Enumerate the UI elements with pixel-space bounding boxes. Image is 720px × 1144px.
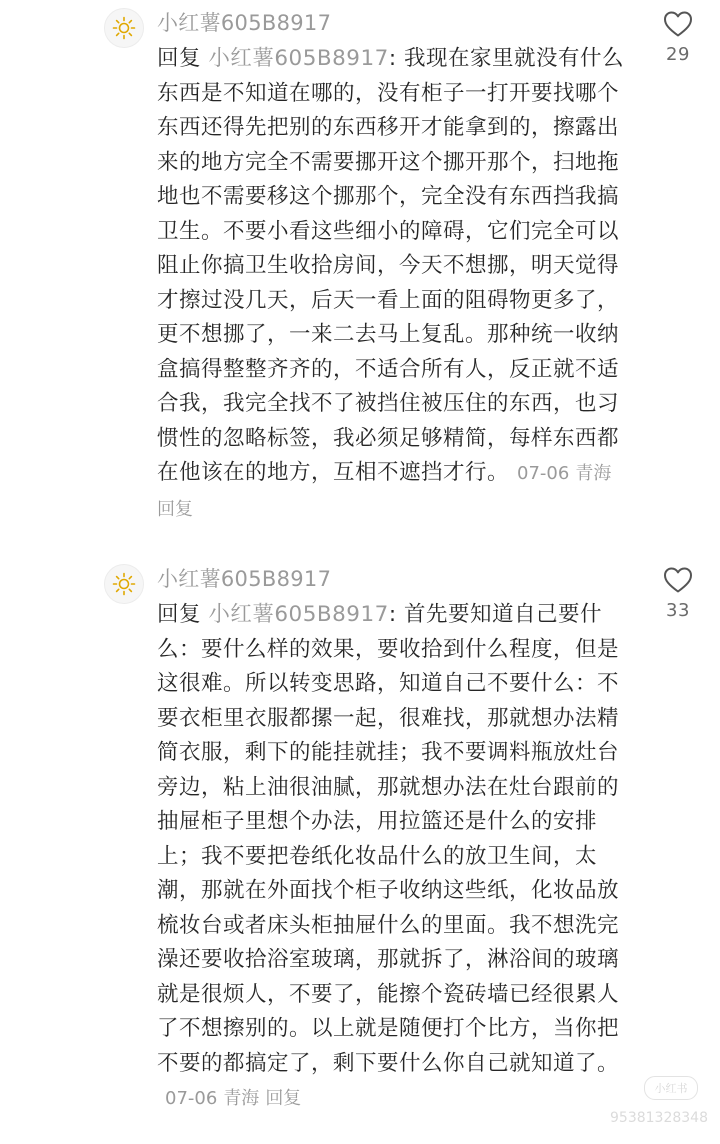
reply-button[interactable]: 回复 [157, 498, 193, 520]
reply-mention[interactable]: 小红薯605B8917 [208, 602, 389, 627]
comment-text [157, 598, 635, 1117]
reply-mention[interactable]: 小红薯605B8917 [208, 46, 389, 71]
mention-colon: : [388, 46, 404, 71]
comment-username[interactable]: 小红薯605B8917 [157, 567, 332, 591]
comment-date: 07-06 [517, 463, 570, 484]
comment-meta [165, 1088, 307, 1109]
comment-username[interactable]: 小红薯605B8917 [157, 11, 332, 35]
reply-button[interactable]: 回复 [265, 1088, 302, 1109]
watermark-logo: 小红书 [644, 1076, 698, 1100]
like-button[interactable] [656, 10, 700, 65]
mention-colon: : [388, 602, 404, 627]
comment-location: 青海 [575, 463, 612, 484]
reply-prefix: 回复 [157, 602, 209, 627]
avatar[interactable] [104, 564, 144, 604]
sun-icon [111, 15, 137, 41]
heart-outline-icon [663, 566, 693, 594]
like-count: 29 [666, 44, 690, 65]
watermark-id: 95381328348 [610, 1110, 708, 1126]
like-button[interactable] [656, 566, 700, 621]
comment-body: 首先要知道自己要什么：要什么样的效果，要收拾到什么程度，但是这很难。所以转变思路，知道自己不要什么：不要衣柜里衣服都摞一起，很难找，那就想办法精简衣服，剩下的能挂就挂；我不要调料瓶放灶台旁边，粘上油很油腻，那就想办法在灶台跟前的抽屉柜子里想个办法，用拉篮还是什么的安排上；我不要把卷纸化妆品什么的放卫生间，太潮，那就在外面找个柜子收纳这些纸，化妆品放梳妆台或者床头柜抽屉什么的里面。我不想洗完澡还要收拾浴室玻璃，那就拆了，淋浴间的玻璃就是很烦人，不要了，能擦个瓷砖墙已经很累人了不想擦别的。以上就是随便打个比方，当你把不要的都搞定了，剩下要什么你自己就知道了。 [157, 602, 620, 1076]
sun-icon [111, 571, 137, 597]
comment-location: 青海 [223, 1088, 260, 1109]
comment-text [157, 42, 635, 527]
comment-date: 07-06 [165, 1088, 218, 1109]
avatar[interactable] [104, 8, 144, 48]
reply-prefix: 回复 [157, 46, 209, 71]
heart-outline-icon [663, 10, 693, 38]
like-count: 33 [666, 600, 690, 621]
comment-body: 我现在家里就没有什么东西是不知道在哪的，没有柜子一打开要找哪个东西还得先把别的东西移开才能拿到的，擦露出来的地方完全不需要挪开这个挪开那个，扫地拖地也不需要移这个挪那个，完全没有东西挡我搞卫生。不要小看这些细小的障碍，它们完全可以阻止你搞卫生收拾房间，今天不想挪，明天觉得才擦过没几天，后天一看上面的阻碍物更多了，更不想挪了，一来二去马上复乱。那种统一收纳盒搞得整整齐齐的，不适合所有人，反正就不适合我，我完全找不了被挡住被压住的东西，也习惯性的忽略标签，我必须足够精简，每样东西都在他该在的地方，互相不遮挡才行。 [157, 46, 624, 485]
